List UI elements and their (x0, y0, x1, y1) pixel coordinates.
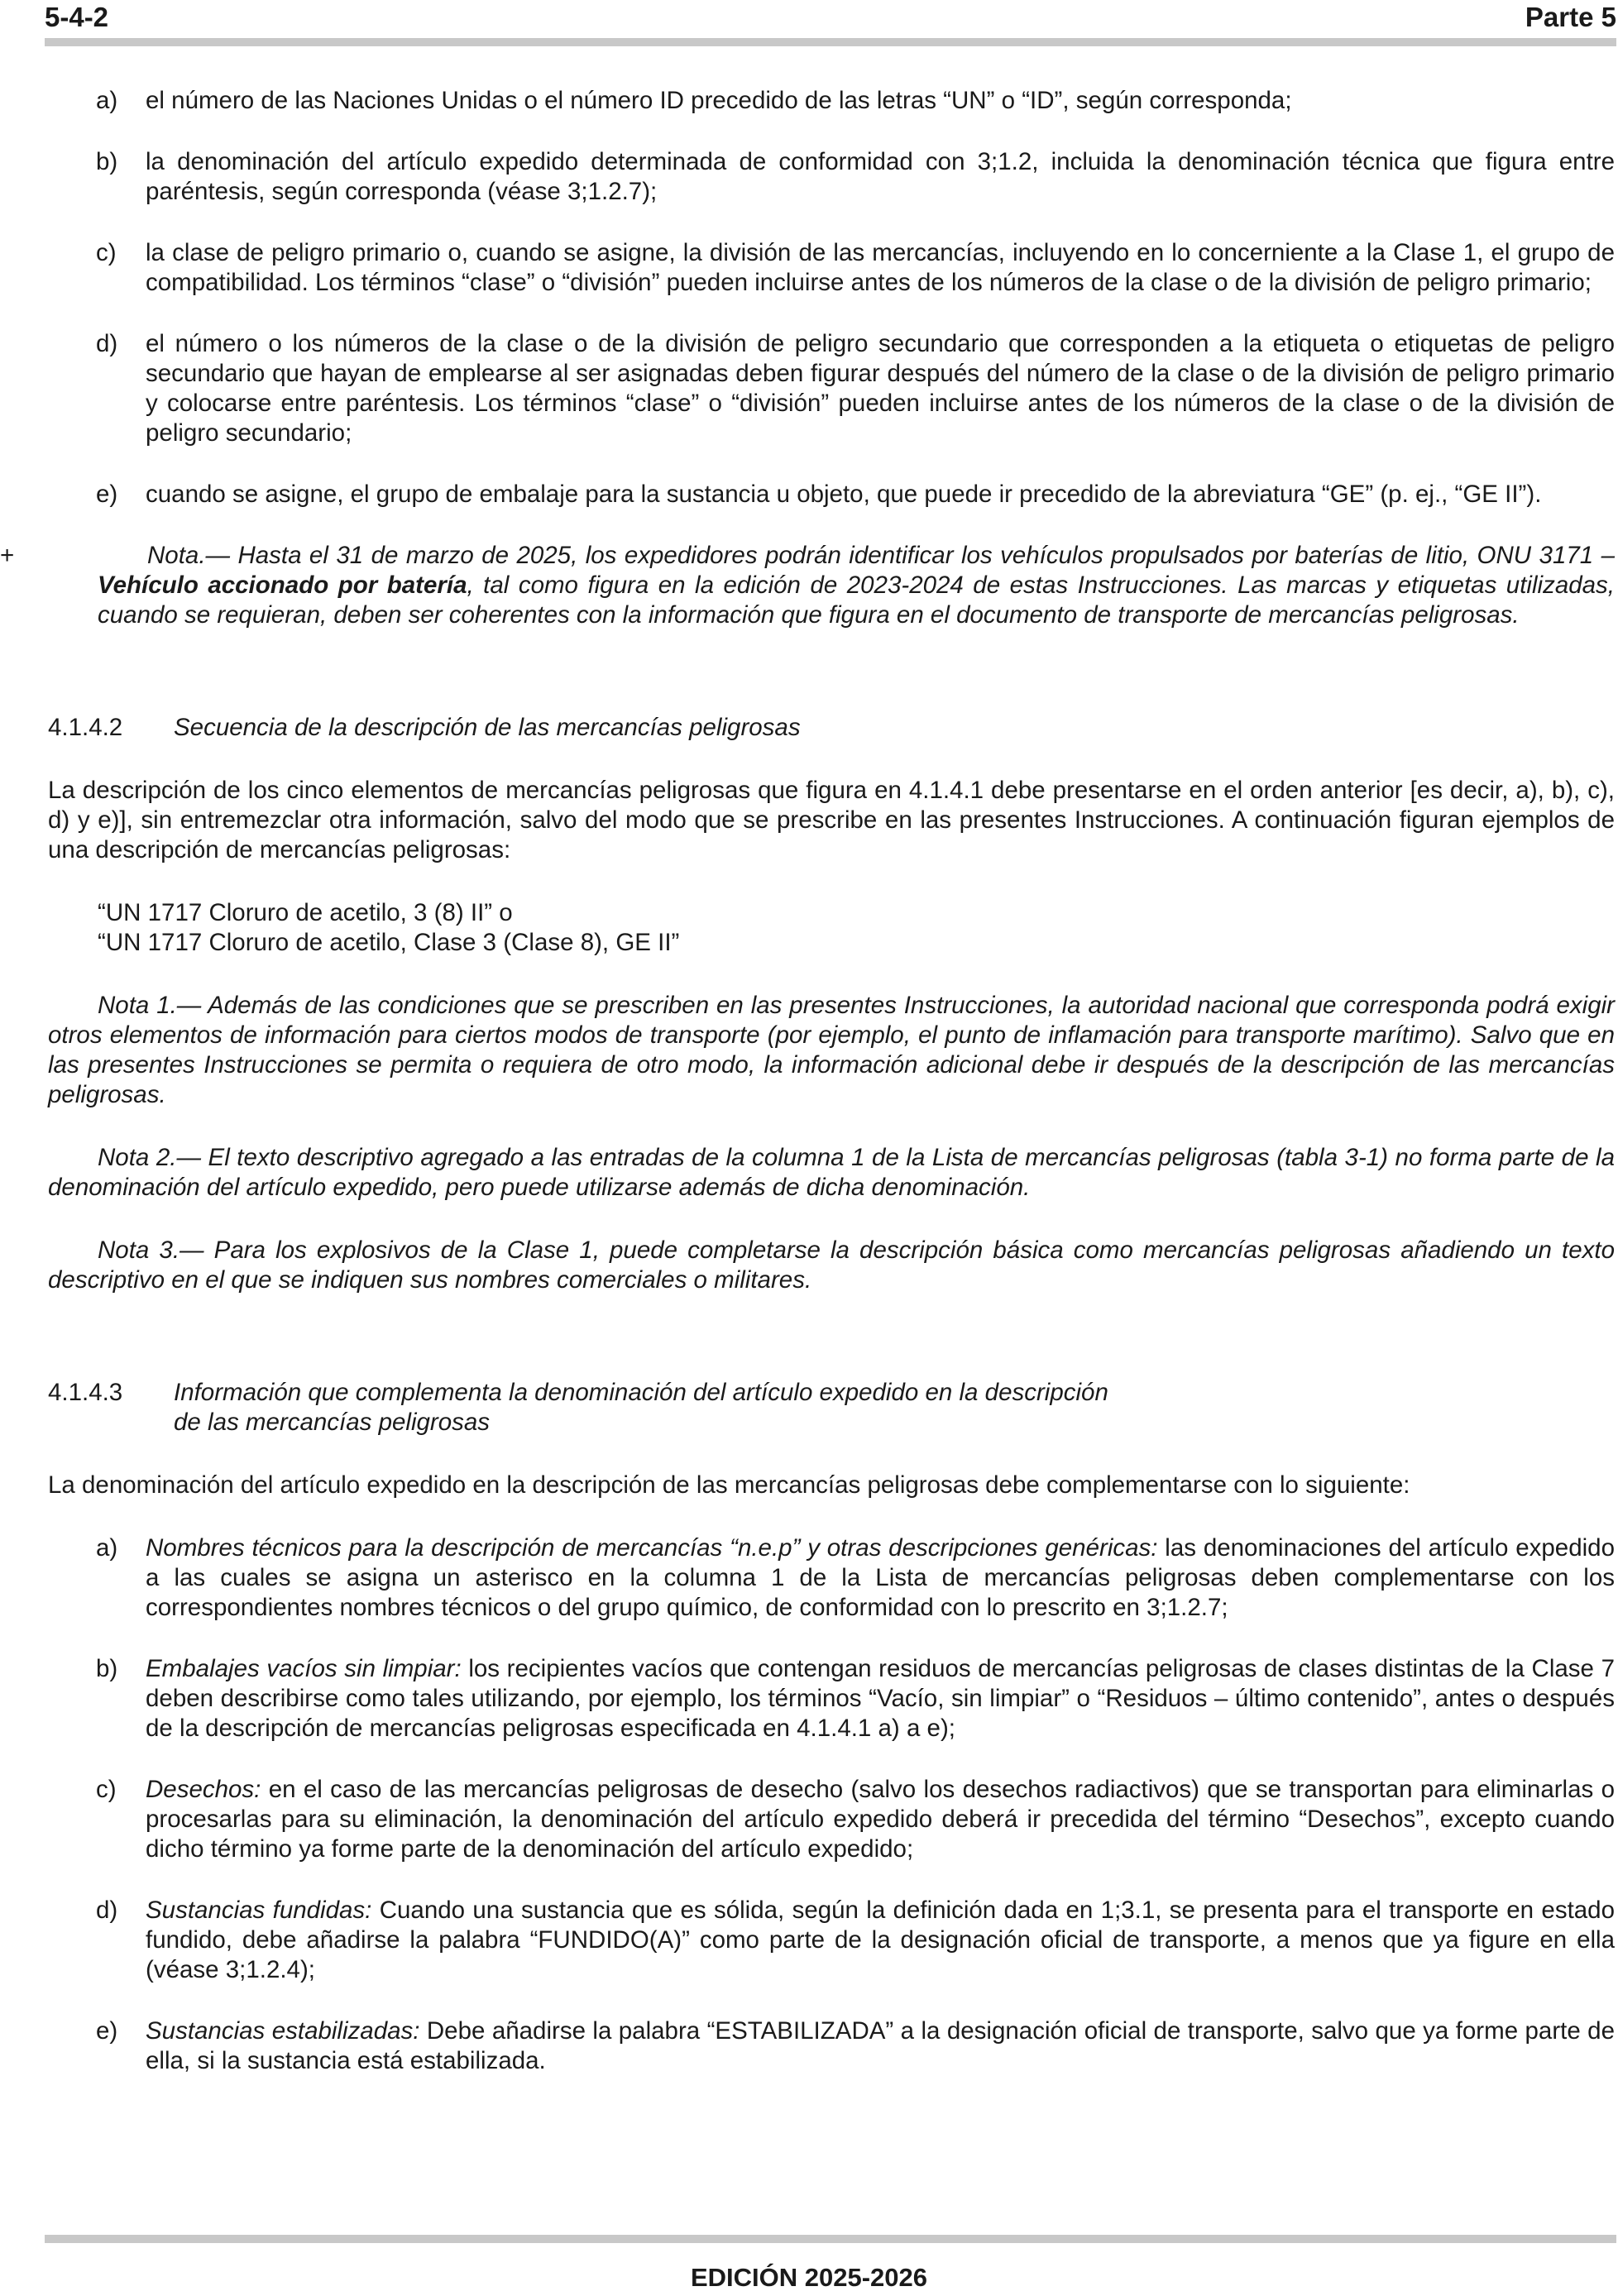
list-item: a) Nombres técnicos para la descripción de mercancías “n.e.p” y otras descripciones genéricas: las denominaciones del artículo expedido a las cuales se asigna un asterisco en la columna 1 de la Lista de mercancías peligrosas deben complementarse con los correspondientes nombres técnicos o del grupo químico, de conformidad con lo prescrito en 3;1.2.7; (96, 1534, 1615, 1621)
note-1: Nota 1.— Además de las condiciones que se prescriben en las presentes Instrucciones, la autoridad nacional que corresponda podrá exigir otros elementos de información para ciertos modos de transporte (por ejemplo, el punto de inflamación para transporte marítimo). Salvo que en las presentes Instrucciones se permita o requiera de otro modo, la información adicional debe ir después de la descripción de las mercancías peligrosas. (48, 992, 1615, 1108)
footer-rule (45, 2235, 1616, 2243)
list-item: a) el número de las Naciones Unidas o el número ID precedido de las letras “UN” o “ID”, según corresponda; (96, 87, 1292, 114)
amendment-marker: + (0, 542, 15, 569)
list-item: e) Sustancias estabilizadas: Debe añadirse la palabra “ESTABILIZADA” a la designación oficial de transporte, salvo que ya forme parte de ella, si la sustancia está estabilizada. (96, 2017, 1615, 2074)
list-item: b) la denominación del artículo expedido determinada de conformidad con 3;1.2, incluida la denominación técnica que figura entre paréntesis, según corresponda (véase 3;1.2.7); (96, 148, 1615, 205)
section-heading: 4.1.4.3 Información que complementa la denominación del artículo expedido en la descripción de las mercancías peligrosas (48, 1379, 1108, 1436)
note-2: Nota 2.— El texto descriptivo agregado a las entradas de la columna 1 de la Lista de mercancías peligrosas (tabla 3-1) no forma parte de la denominación del artículo expedido, pero puede utilizarse además de dicha denominación. (48, 1144, 1615, 1201)
list-item: d) el número o los números de la clase o de la división de peligro secundario que corresponden a la etiqueta o etiquetas de peligro secundario que hayan de emplearse al ser asignadas deben figurar después del número de la clase o de la división de peligro primario y colocarse entre paréntesis. Los términos “clase” o “división” pueden incluirse antes de los números de la clase o de la división de peligro secundario; (96, 330, 1615, 447)
page-number: 5-4-2 (45, 2, 109, 32)
page-body (0, 86, 1615, 2107)
section-heading: 4.1.4.2 Secuencia de la descripción de las mercancías peligrosas (48, 714, 801, 741)
part-label: Parte 5 (1525, 2, 1616, 32)
list-item: b) Embalajes vacíos sin limpiar: los recipientes vacíos que contengan residuos de mercancías peligrosas de clases distintas de la Clase 7 deben describirse como tales utilizando, por ejemplo, los términos “Vacío, sin limpiar” o “Residuos – último contenido”, antes o después de la descripción de mercancías peligrosas especificada en 4.1.4.1 a) a e); (96, 1655, 1615, 1742)
note-3: Nota 3.— Para los explosivos de la Clase 1, puede completarse la descripción básica como mercancías peligrosas añadiendo un texto descriptivo en el que se indiquen sus nombres comerciales o militares. (48, 1236, 1615, 1294)
list-item: d) Sustancias fundidas: Cuando una sustancia que es sólida, según la definición dada en 1;3.1, se presenta para el transporte en estado fundido, debe añadirse la palabra “FUNDIDO(A)” como parte de la designación oficial de transporte, a menos que ya figure en ella (véase 3;1.2.4); (96, 1897, 1615, 1983)
example-line: “UN 1717 Cloruro de acetilo, Clase 3 (Clase 8), GE II” (98, 929, 680, 956)
edition-footer: EDICIÓN 2025-2026 (690, 2263, 928, 2292)
header-rule (45, 38, 1616, 46)
list-item: c) Desechos: en el caso de las mercancías peligrosas de desecho (salvo los desechos radiactivos) que se transportan para eliminarlas o procesarlas para su eliminación, la denominación del artículo expedido deberá ir precedida del término “Desechos”, excepto cuando dicho término ya forme parte de la denominación del artículo expedido; (96, 1776, 1615, 1863)
page-header (45, 0, 1616, 36)
list-item: c) la clase de peligro primario o, cuando se asigne, la división de las mercancías, incluyendo en lo concerniente a la Clase 1, el grupo de compatibilidad. Los términos “clase” o “división” pueden incluirse antes de los números de la clase o de la división de peligro primario; (96, 239, 1615, 296)
list-item: e) cuando se asigne, el grupo de embalaje para la sustancia u objeto, que puede ir precedido de la abreviatura “GE” (p. ej., “GE II”). (96, 481, 1542, 508)
paragraph: La denominación del artículo expedido en la descripción de las mercancías peligrosas debe complementarse con lo siguiente: (48, 1471, 1410, 1499)
amendment-note: + Nota.— Hasta el 31 de marzo de 2025, los expedidores podrán identificar los vehículos propulsados por baterías de litio, ONU 3171 – Vehículo accionado por batería, tal como figura en la edición de 2023-2024 de estas Instrucciones. Las marcas y etiquetas utilizadas, cuando se requieran, deben ser coherentes con la información que figura en el documento de transporte de mercancías peligrosas. (0, 542, 1615, 629)
example-line: “UN 1717 Cloruro de acetilo, 3 (8) II” o (98, 899, 513, 926)
paragraph: La descripción de los cinco elementos de mercancías peligrosas que figura en 4.1.4.1 debe presentarse en el orden anterior [es decir, a), b), c), d) y e)], sin entremezclar otra información, salvo del modo que se prescribe en las presentes Instrucciones. A continuación figuran ejemplos de una descripción de mercancías peligrosas: (48, 777, 1615, 863)
